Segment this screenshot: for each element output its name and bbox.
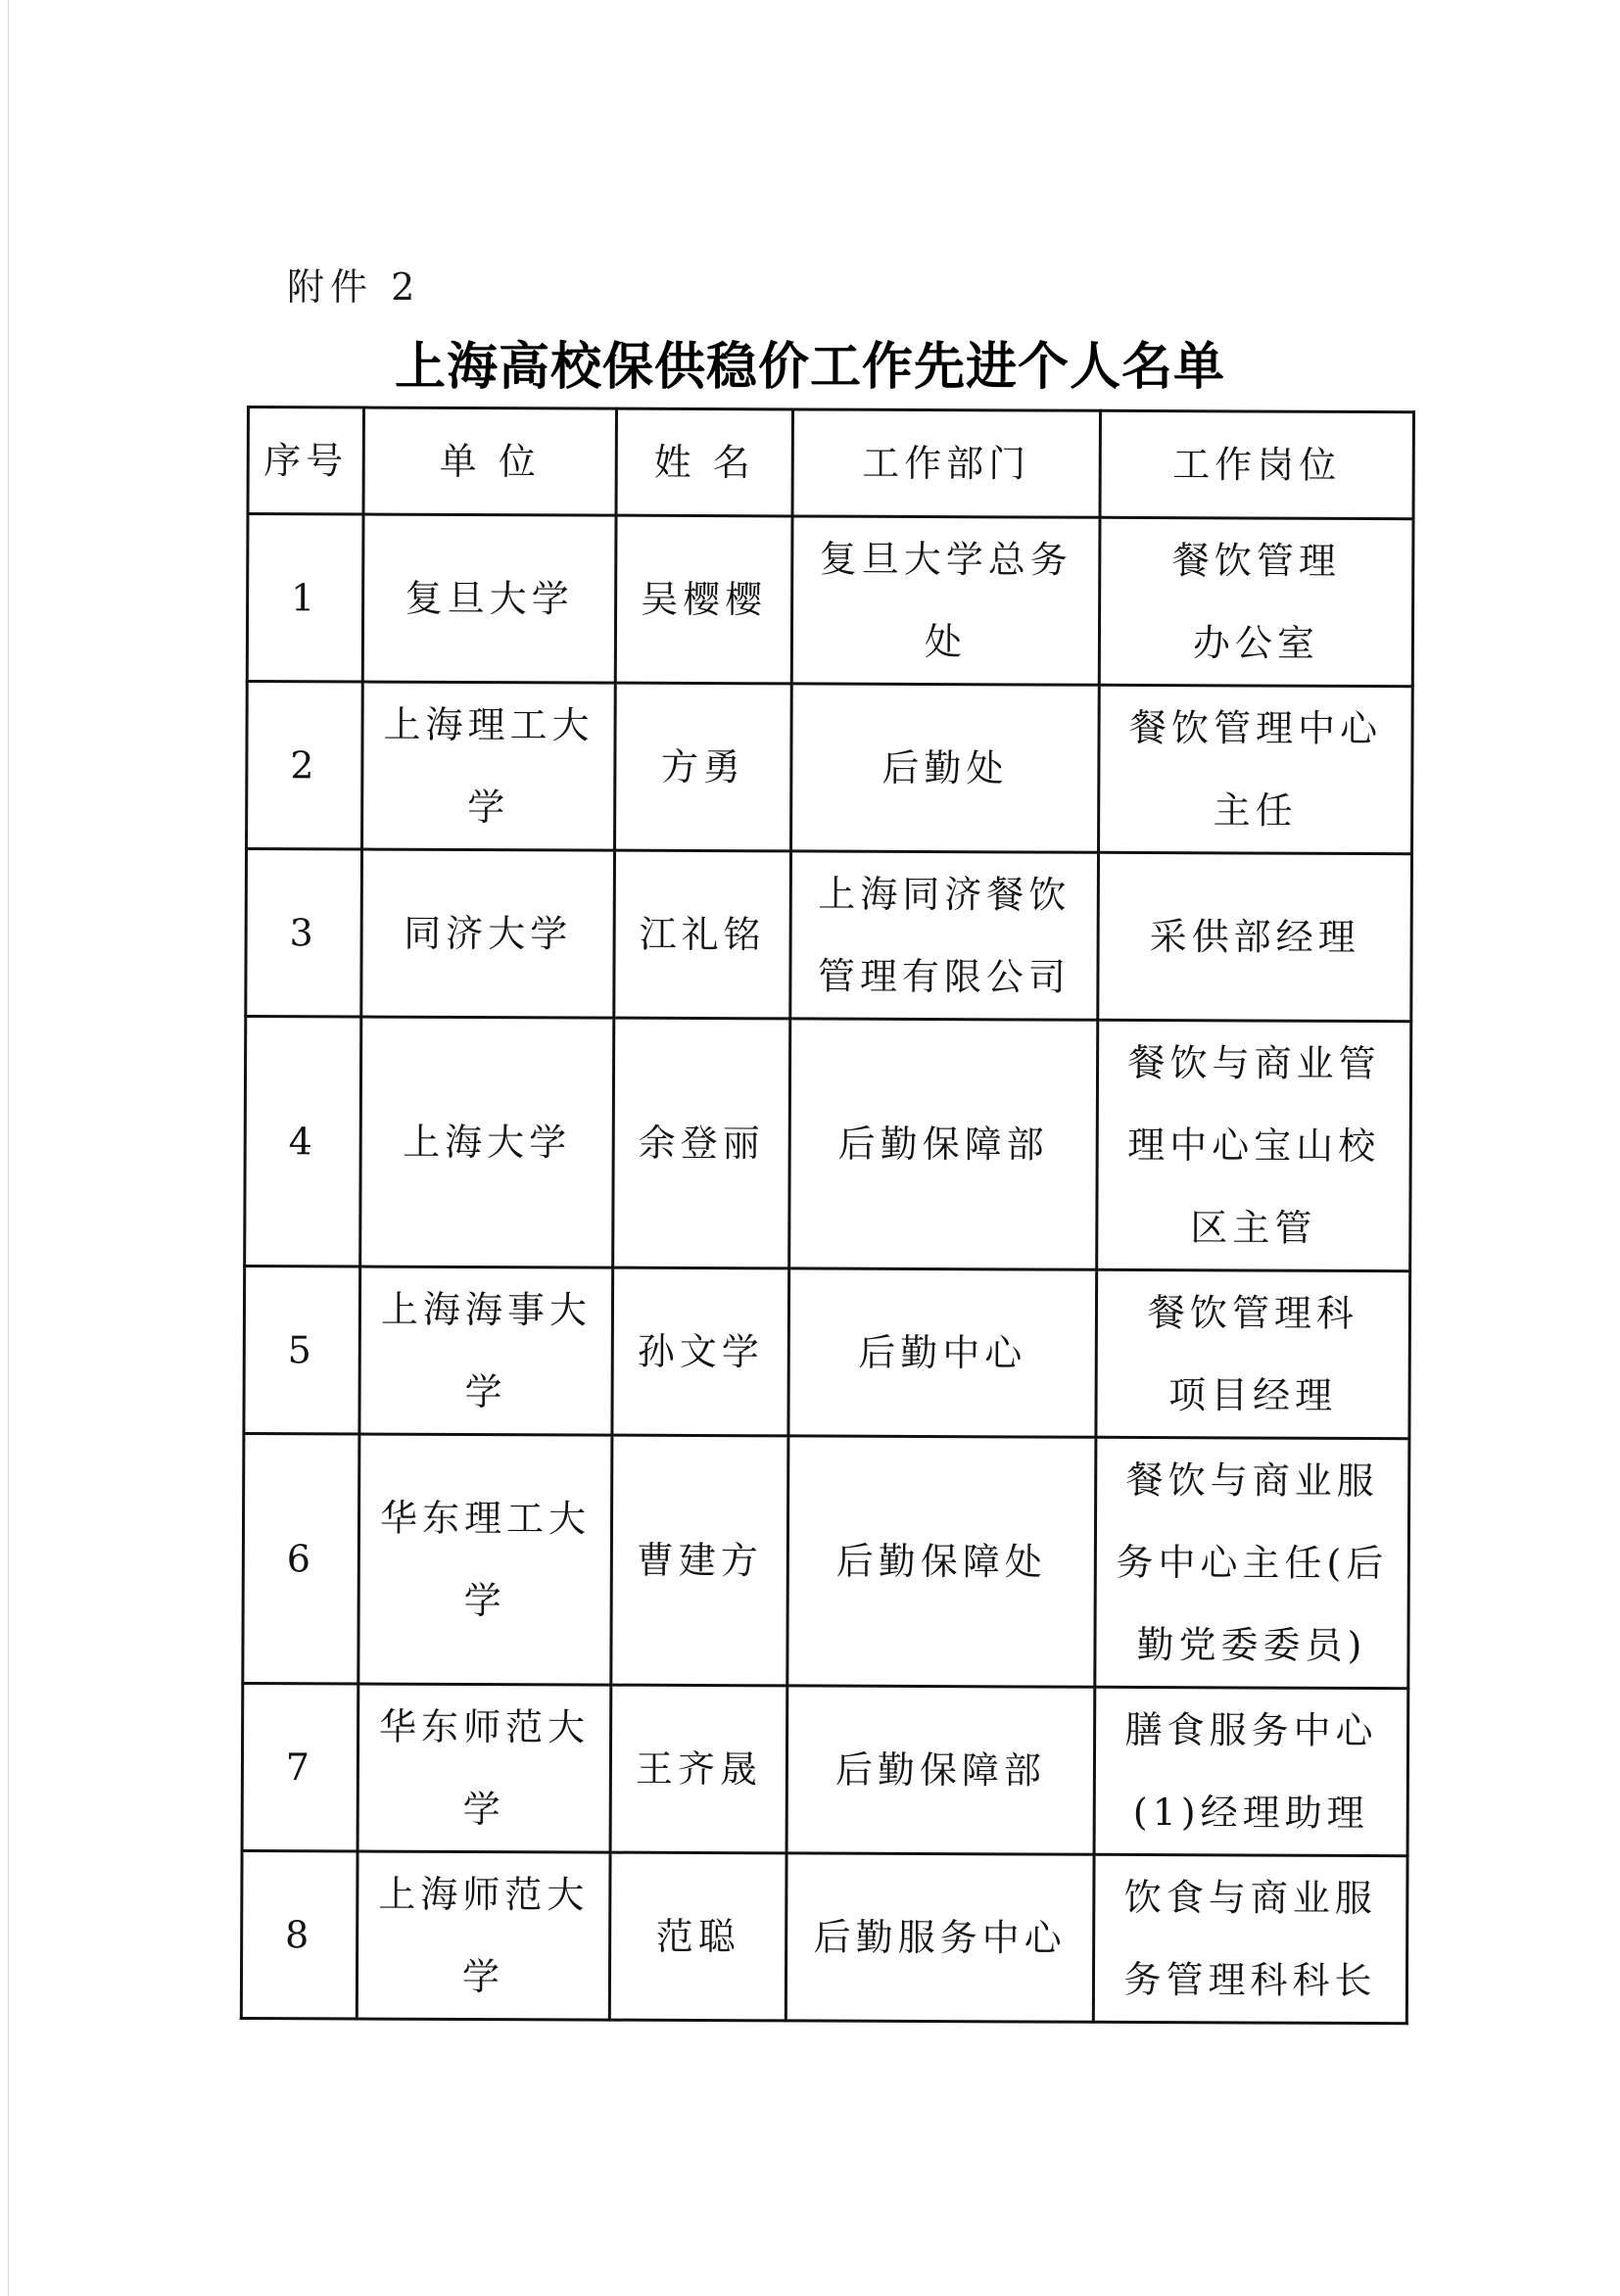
cell-line: 复旦大学总务: [819, 537, 1072, 582]
cell-line: 学: [464, 1369, 507, 1414]
cell-name: 余登丽: [613, 1018, 790, 1268]
cell-position: [1097, 1020, 1411, 1270]
cell-name: 曹建方: [611, 1435, 788, 1686]
cell-line: 上海大学: [403, 1120, 572, 1165]
cell-line: 餐饮管理: [1171, 539, 1341, 583]
cell-unit: [357, 1851, 610, 2020]
table-row: [247, 514, 1413, 687]
cell-unit: [357, 1684, 611, 1852]
cell-line: 餐饮与商业管: [1127, 1040, 1381, 1086]
cell-serial-number: 6: [243, 1433, 359, 1684]
cell-department: [791, 516, 1100, 685]
table-row: [244, 1266, 1410, 1438]
cell-line: 项目经理: [1167, 1373, 1338, 1417]
cell-serial-number: 5: [244, 1266, 360, 1434]
cell-line: 学: [461, 1954, 505, 1999]
header-serial-number: 序号: [248, 407, 363, 515]
advanced-individuals-table: [240, 406, 1415, 2025]
cell-line: 勤党委委员): [1136, 1622, 1367, 1668]
cell-serial-number: 2: [247, 682, 363, 850]
cell-line: 上海理工大: [383, 702, 595, 747]
cell-line: 饮食与商业服: [1123, 1875, 1377, 1921]
cell-line: 后勤保障部: [834, 1747, 1047, 1793]
cell-department: [787, 1436, 1096, 1687]
document-title: 上海高校保供稳价工作先进个人名单: [394, 337, 1225, 397]
cell-position: [1093, 1854, 1407, 2023]
cell-position: [1094, 1687, 1408, 1855]
cell-serial-number: 3: [246, 849, 362, 1018]
attachment-label: 附件 2: [287, 265, 421, 309]
header-unit: 单 位: [363, 407, 616, 515]
cell-line: 办公室: [1192, 621, 1320, 665]
cell-line: 理中心宝山校: [1127, 1123, 1381, 1169]
cell-line: 学: [463, 1578, 506, 1623]
table-row: [242, 1683, 1408, 1855]
cell-department: [789, 1019, 1098, 1269]
cell-line: 上海海事大: [380, 1287, 593, 1332]
cell-unit: [362, 514, 616, 683]
cell-serial-number: 4: [245, 1017, 361, 1268]
cell-unit: [361, 849, 615, 1018]
cell-line: 华东理工大: [379, 1496, 592, 1541]
cell-name: 方勇: [615, 683, 792, 851]
cell-line: 上海师范大: [378, 1872, 590, 1917]
cell-line: 区主管: [1190, 1206, 1317, 1250]
cell-line: 务中心主任(后: [1116, 1540, 1389, 1586]
cell-department: [790, 851, 1099, 1020]
cell-line: 餐饮管理中心: [1128, 705, 1383, 751]
cell-line: 膳食服务中心: [1124, 1707, 1378, 1753]
cell-position: [1098, 852, 1412, 1021]
cell-line: 后勤处: [881, 745, 1009, 790]
cell-line: 学: [467, 785, 510, 830]
cell-position: [1099, 517, 1413, 686]
cell-serial-number: 8: [241, 1850, 357, 2019]
cell-line: 处: [924, 620, 968, 664]
cell-name: 吴樱樱: [615, 515, 792, 684]
header-name: 姓 名: [616, 408, 792, 516]
cell-position: [1095, 1437, 1409, 1688]
cell-name: 王齐晟: [610, 1685, 787, 1853]
table-row: [247, 682, 1413, 854]
cell-line: 上海同济餐饮: [818, 872, 1072, 917]
table-row: [245, 1017, 1411, 1271]
cell-name: 孙文学: [612, 1268, 789, 1436]
cell-line: 复旦大学: [405, 576, 574, 621]
cell-line: 主任: [1213, 789, 1298, 833]
table-header-row: [248, 407, 1413, 519]
cell-line: 后勤服务中心: [813, 1915, 1067, 1960]
table-row: [246, 849, 1412, 1022]
cell-line: 学: [462, 1787, 505, 1832]
cell-department: [788, 1268, 1097, 1437]
header-department: 工作部门: [792, 409, 1100, 517]
cell-serial-number: 7: [242, 1683, 358, 1851]
cell-line: 后勤保障部: [837, 1122, 1049, 1167]
cell-position: [1099, 685, 1413, 853]
cell-line: 餐饮与商业服: [1125, 1458, 1379, 1504]
cell-unit: [359, 1267, 613, 1435]
cell-unit: [358, 1434, 612, 1685]
table-row: [241, 1850, 1407, 2023]
cell-position: [1096, 1269, 1410, 1438]
cell-unit: [360, 1017, 614, 1268]
cell-department: [786, 1853, 1094, 2022]
cell-line: 后勤保障处: [835, 1539, 1047, 1584]
cell-line: 华东师范大: [379, 1704, 591, 1749]
cell-line: 同济大学: [404, 911, 573, 956]
cell-line: 餐饮管理科: [1147, 1291, 1359, 1335]
cell-department: [786, 1686, 1095, 1854]
cell-department: [791, 684, 1100, 852]
cell-line: 采供部经理: [1149, 915, 1360, 959]
cell-name: 江礼铭: [614, 850, 791, 1019]
header-position: 工作岗位: [1100, 410, 1413, 518]
cell-serial-number: 1: [247, 514, 363, 683]
cell-name: 范聪: [609, 1852, 786, 2021]
cell-line: 务管理科科长: [1123, 1957, 1377, 2003]
cell-line: 后勤中心: [858, 1330, 1027, 1375]
cell-line: (1)经理助理: [1132, 1790, 1369, 1836]
cell-line: 管理有限公司: [817, 954, 1072, 999]
table-row: [243, 1433, 1409, 1688]
cell-unit: [362, 682, 616, 850]
